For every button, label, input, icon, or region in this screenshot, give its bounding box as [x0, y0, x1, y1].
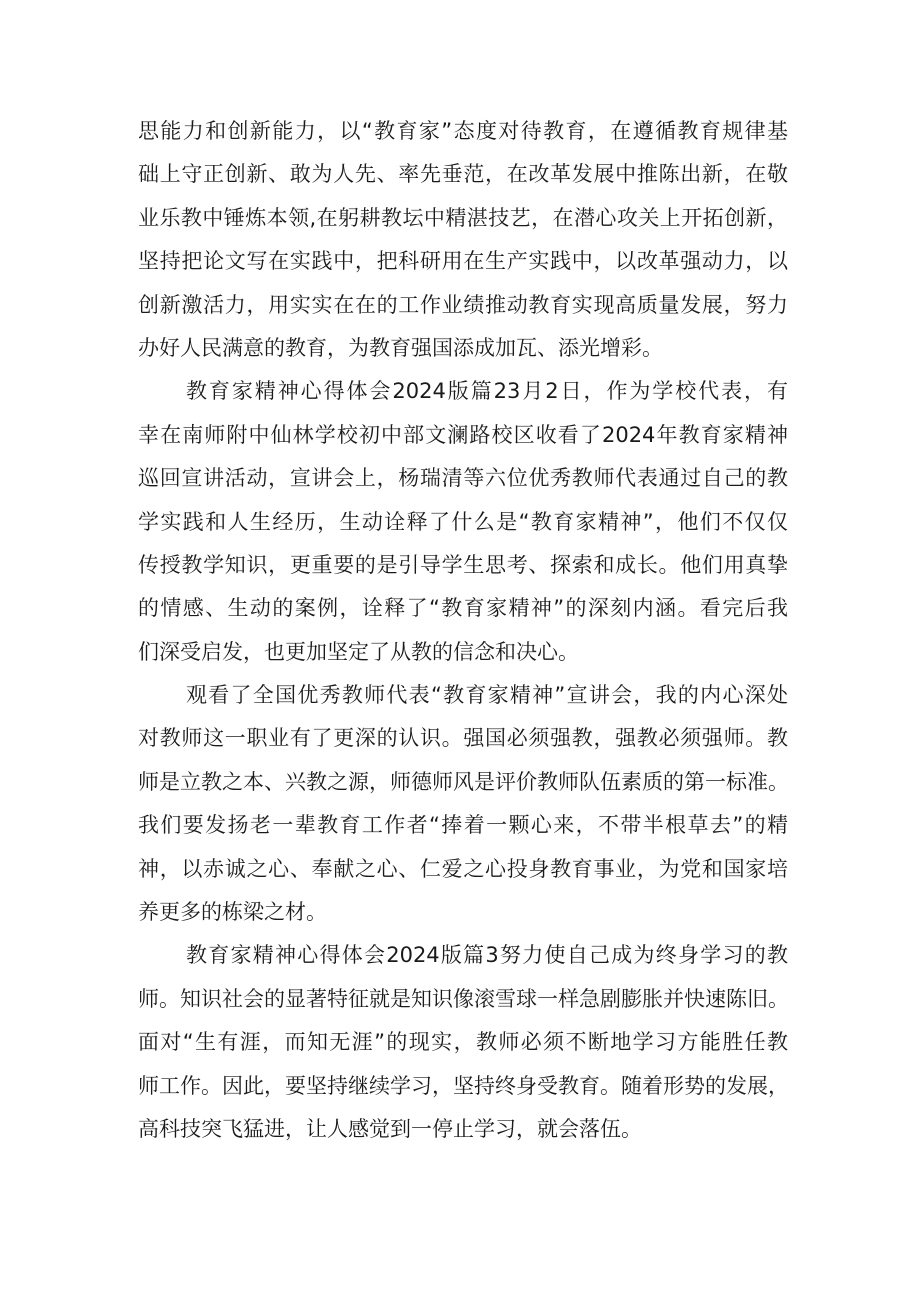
text-line: 高科技突飞猛进，让人感觉到一停止学习，就会落伍。 — [138, 1116, 642, 1141]
text-line: 创新激活力，用实实在在的工作业绩推动教育实现高质量发展，努力 — [138, 292, 788, 317]
text-line: 师工作。因此，要坚持继续学习，坚持终身受教育。随着形势的发展， — [138, 1073, 789, 1098]
text-line: 师是立教之本、兴教之源，师德师风是评价教师队伍素质的第一标准。 — [138, 769, 789, 794]
paragraph-3 — [138, 674, 788, 934]
text-line: 传授教学知识，更重要的是引导学生思考、探索和成长。他们用真挚 — [138, 552, 788, 577]
paragraph-4 — [138, 934, 788, 1151]
text-line: 础上守正创新、敢为人先、率先垂范，在改革发展中推陈出新，在敬 — [138, 162, 788, 187]
text-line: 观看了全国优秀教师代表“教育家精神”宣讲会，我的内心深处 — [186, 683, 788, 708]
text-line: 面对“生有涯，而知无涯”的现实，教师必须不断地学习方能胜任教 — [138, 1030, 788, 1055]
text-line: 坚持把论文写在实践中，把科研用在生产实践中，以改革强动力，以 — [138, 249, 788, 274]
text-line: 办好人民满意的教育，为教育强国添成加瓦、添光增彩。 — [138, 335, 663, 360]
text-line: 学实践和人生经历，生动诠释了什么是“教育家精神”，他们不仅仅 — [138, 509, 788, 534]
text-line: 的情感、生动的案例，诠释了“教育家精神”的深刻内涵。看完后我 — [138, 596, 788, 621]
text-line: 教育家精神心得体会2024版篇3努力使自己成为终身学习的教 — [186, 943, 788, 968]
text-line: 幸在南师附中仙林学校初中部文澜路校区收看了2024年教育家精神 — [138, 422, 788, 447]
text-line: 巡回宣讲活动，宣讲会上，杨瑞清等六位优秀教师代表通过自己的教 — [138, 466, 788, 491]
paragraph-1 — [138, 110, 788, 370]
paragraph-2 — [138, 370, 788, 674]
text-line: 神，以赤诚之心、奉献之心、仁爱之心投身教育事业，为党和国家培 — [138, 856, 788, 881]
document-body — [138, 110, 788, 1151]
text-line: 业乐教中锤炼本领,在躬耕教坛中精湛技艺，在潜心攻关上开拓创新， — [138, 205, 788, 230]
text-line: 思能力和创新能力，以“教育家”态度对待教育，在遵循教育规律基 — [138, 119, 788, 143]
text-line: 养更多的栋梁之材。 — [138, 900, 327, 925]
text-line: 们深受启发，也更加坚定了从教的信念和决心。 — [138, 639, 579, 664]
text-line: 对教师这一职业有了更深的认识。强国必须强教，强教必须强师。教 — [138, 726, 788, 751]
text-line: 我们要发扬老一辈教育工作者“捧着一颗心来，不带半根草去”的精 — [138, 813, 788, 838]
text-line: 教育家精神心得体会2024版篇23月2日，作为学校代表，有 — [186, 379, 788, 404]
text-line: 师。知识社会的显著特征就是知识像滚雪球一样急剧膨胀并快速陈旧。 — [138, 986, 789, 1011]
